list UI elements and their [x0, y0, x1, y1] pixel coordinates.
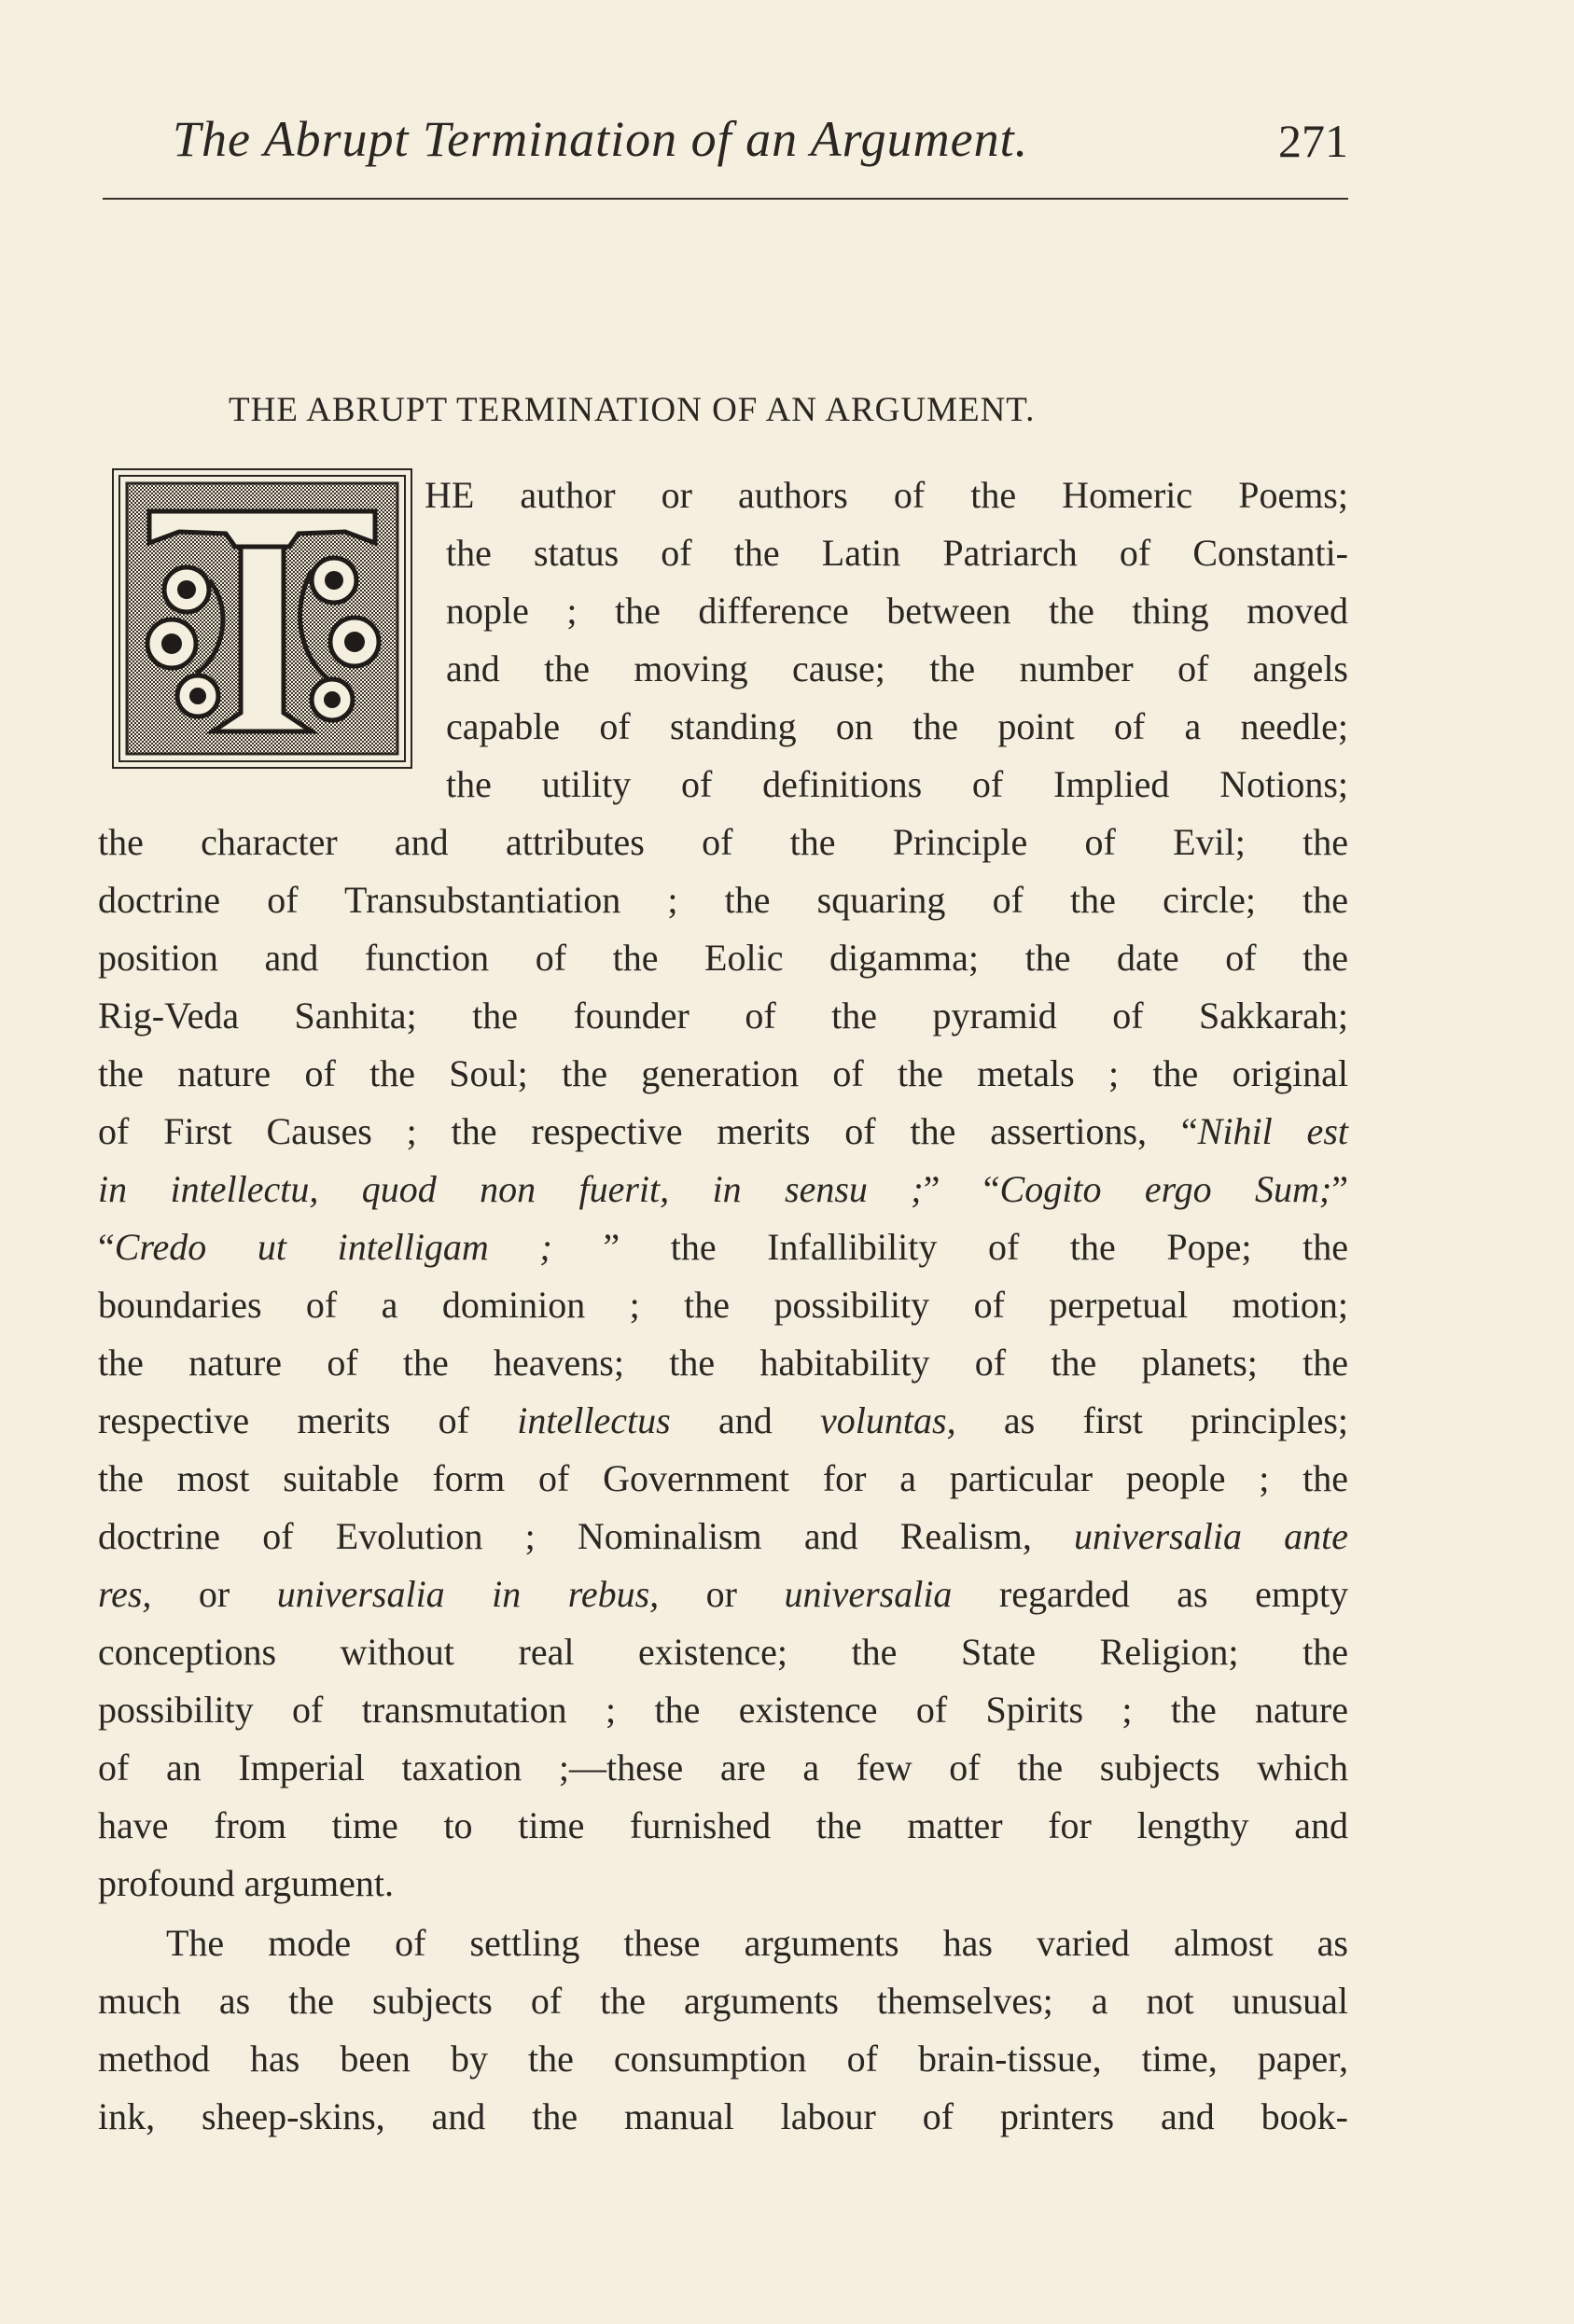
chapter-title: THE ABRUPT TERMINATION OF AN ARGUMENT. — [229, 391, 1036, 429]
text-line: “Credo ut intelligam ; ” the Infallibility of the Pope; the — [98, 1226, 1348, 1268]
text-line: profound argument. — [98, 1862, 394, 1904]
text-line: capable of standing on the point of a needle; — [446, 705, 1348, 747]
text-line: doctrine of Transubstantiation ; the squaring of the circle; the — [98, 879, 1348, 921]
text-line: doctrine of Evolution ; Nominalism and Realism, universalia ante — [98, 1515, 1348, 1557]
text-line: nople ; the difference between the thing moved — [446, 590, 1348, 632]
page-number: 271 — [1278, 115, 1348, 167]
ornamental-dropcap-t — [112, 468, 412, 769]
text-line: the character and attributes of the Principle of Evil; the — [98, 821, 1348, 863]
text-line: conceptions without real existence; the State Religion; the — [98, 1631, 1348, 1673]
text-line: the nature of the Soul; the generation of the metals ; the original — [98, 1052, 1348, 1094]
running-header — [173, 110, 1348, 185]
text-line: respective merits of intellectus and voluntas, as first principles; — [98, 1399, 1349, 1441]
text-line: Rig-Veda Sanhita; the founder of the pyramid of Sakkarah; — [98, 995, 1348, 1037]
text-line: much as the subjects of the arguments themselves; a not unusual — [98, 1980, 1348, 2022]
text-line: The mode of settling these arguments has varied almost as — [166, 1922, 1348, 1964]
text-line: method has been by the consumption of brain-tissue, time, paper, — [98, 2038, 1348, 2080]
text-line: HE author or authors of the Homeric Poems; — [425, 474, 1348, 516]
text-line: possibility of transmutation ; the existence of Spirits ; the nature — [98, 1689, 1348, 1731]
running-title: The Abrupt Termination of an Argument. — [173, 111, 1029, 167]
text-line: in intellectu, quod non fuerit, in sensu ;” “Cogito ergo Sum;” — [98, 1168, 1349, 1210]
text-line: the most suitable form of Government for a particular people ; the — [98, 1457, 1348, 1499]
text-line: ink, sheep-skins, and the manual labour of printers and book- — [98, 2095, 1348, 2137]
text-line: boundaries of a dominion ; the possibility of perpetual motion; — [98, 1284, 1348, 1326]
text-line: res, or universalia in rebus, or universalia regarded as empty — [98, 1573, 1349, 1615]
text-line: of First Causes ; the respective merits of the assertions, “Nihil est — [98, 1110, 1348, 1152]
text-line: the nature of the heavens; the habitability of the planets; the — [98, 1342, 1348, 1384]
text-line: the status of the Latin Patriarch of Constanti- — [446, 532, 1348, 574]
text-line: the utility of definitions of Implied Notions; — [446, 763, 1348, 805]
text-line: position and function of the Eolic digamma; the date of the — [98, 937, 1348, 979]
text-line: and the moving cause; the number of angels — [446, 647, 1348, 689]
header-rule — [103, 198, 1348, 200]
text-line: of an Imperial taxation ;—these are a few of the subjects which — [98, 1746, 1348, 1788]
text-line: have from time to time furnished the matter for lengthy and — [98, 1804, 1348, 1846]
